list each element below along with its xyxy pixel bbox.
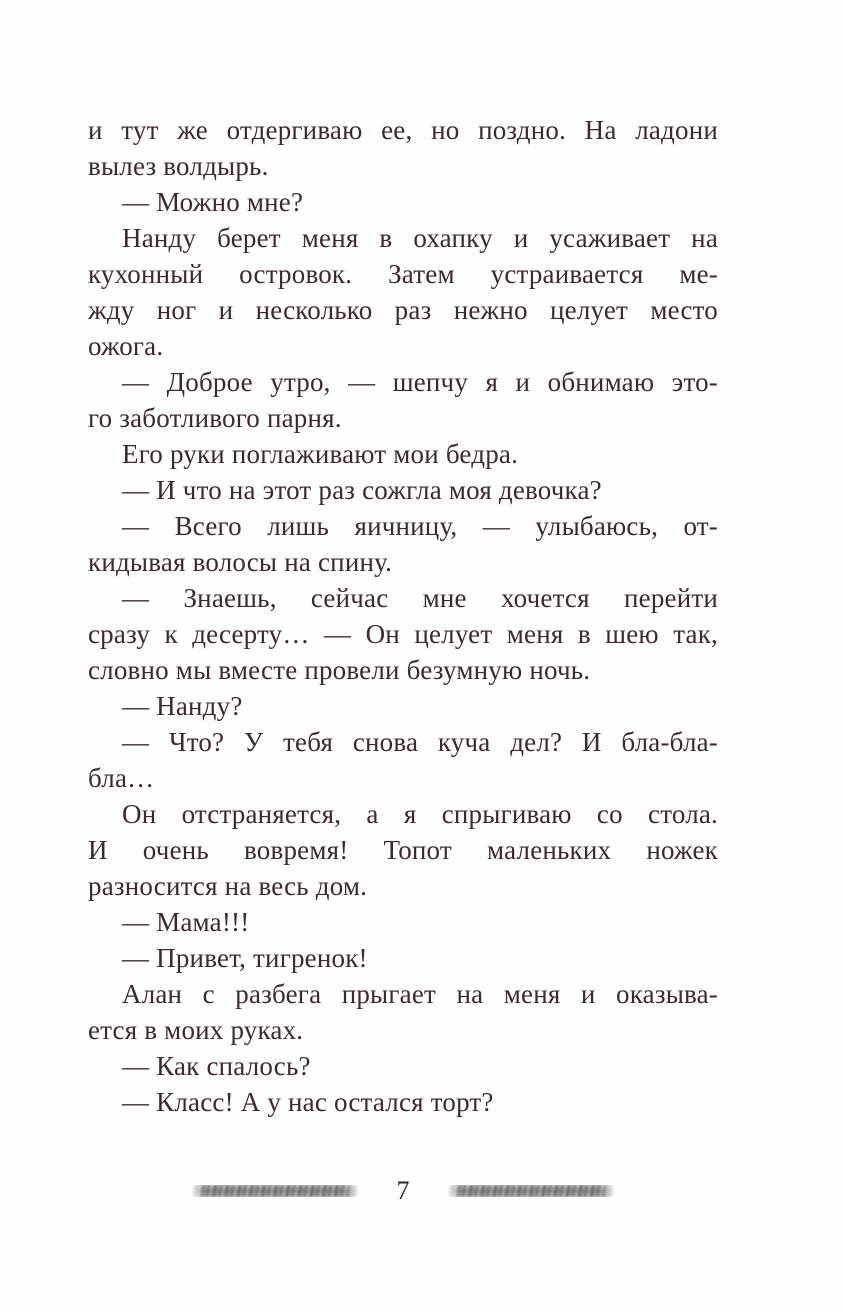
text-line: Алан с разбега прыгает на меня и оказыва- [122, 979, 718, 1009]
text-block [88, 112, 718, 1120]
paragraph [88, 940, 718, 976]
text-line: Его руки поглаживают мои бедра. [122, 439, 519, 469]
paragraph [88, 580, 718, 688]
text-line: — Привет, тигренок! [122, 943, 368, 973]
paragraph [88, 364, 718, 436]
text-line: вылез волдырь. [88, 151, 269, 181]
right-flourish-ornament-icon [447, 1185, 615, 1197]
text-line: — Мама!!! [122, 907, 250, 937]
text-line: кидывая волосы на спину. [88, 547, 393, 577]
text-line: — Класс! А у нас остался торт? [122, 1087, 494, 1117]
page-footer [88, 1176, 718, 1206]
paragraph [88, 436, 718, 472]
paragraph [88, 112, 718, 184]
paragraph [88, 508, 718, 580]
text-line: — Как спалось? [122, 1051, 311, 1081]
left-flourish-ornament-icon [191, 1185, 359, 1197]
text-line: жду ног и несколько раз нежно целует место [88, 295, 718, 325]
text-line: — Всего лишь яичницу, — улыбаюсь, от- [122, 511, 718, 541]
text-line: словно мы вместе провели безумную ночь. [88, 655, 591, 685]
text-line: — И что на этот раз сожгла моя девочка? [122, 475, 602, 505]
text-line: разносится на весь дом. [88, 871, 368, 901]
paragraph [88, 796, 718, 904]
paragraph [88, 688, 718, 724]
text-line: го заботливого парня. [88, 403, 342, 433]
page-number: 7 [396, 1176, 410, 1205]
paragraph [88, 1048, 718, 1084]
text-line: сразу к десерту… — Он целует меня в шею так, [88, 619, 718, 649]
paragraph [88, 976, 718, 1048]
text-line: и тут же отдергиваю ее, но поздно. На ладони [88, 115, 718, 145]
paragraph [88, 724, 718, 796]
paragraph [88, 1084, 718, 1120]
text-line: Нанду берет меня в охапку и усаживает на [122, 223, 718, 253]
text-line: — Доброе утро, — шепчу я и обнимаю это- [122, 367, 718, 397]
text-line: ется в моих руках. [88, 1015, 304, 1045]
text-line: Он отстраняется, а я спрыгиваю со стола. [122, 799, 718, 829]
paragraph [88, 904, 718, 940]
text-line: кухонный островок. Затем устраивается ме- [88, 259, 718, 289]
text-line: бла… [88, 763, 155, 793]
paragraph [88, 184, 718, 220]
paragraph [88, 220, 718, 364]
text-line: — Можно мне? [122, 187, 304, 217]
paragraph [88, 472, 718, 508]
text-line: — Что? У тебя снова куча дел? И бла-бла- [122, 727, 718, 757]
text-line: — Нанду? [122, 691, 243, 721]
text-line: ожога. [88, 331, 164, 361]
text-line: И очень вовремя! Топот маленьких ножек [88, 835, 718, 865]
text-line: — Знаешь, сейчас мне хочется перейти [122, 583, 718, 613]
